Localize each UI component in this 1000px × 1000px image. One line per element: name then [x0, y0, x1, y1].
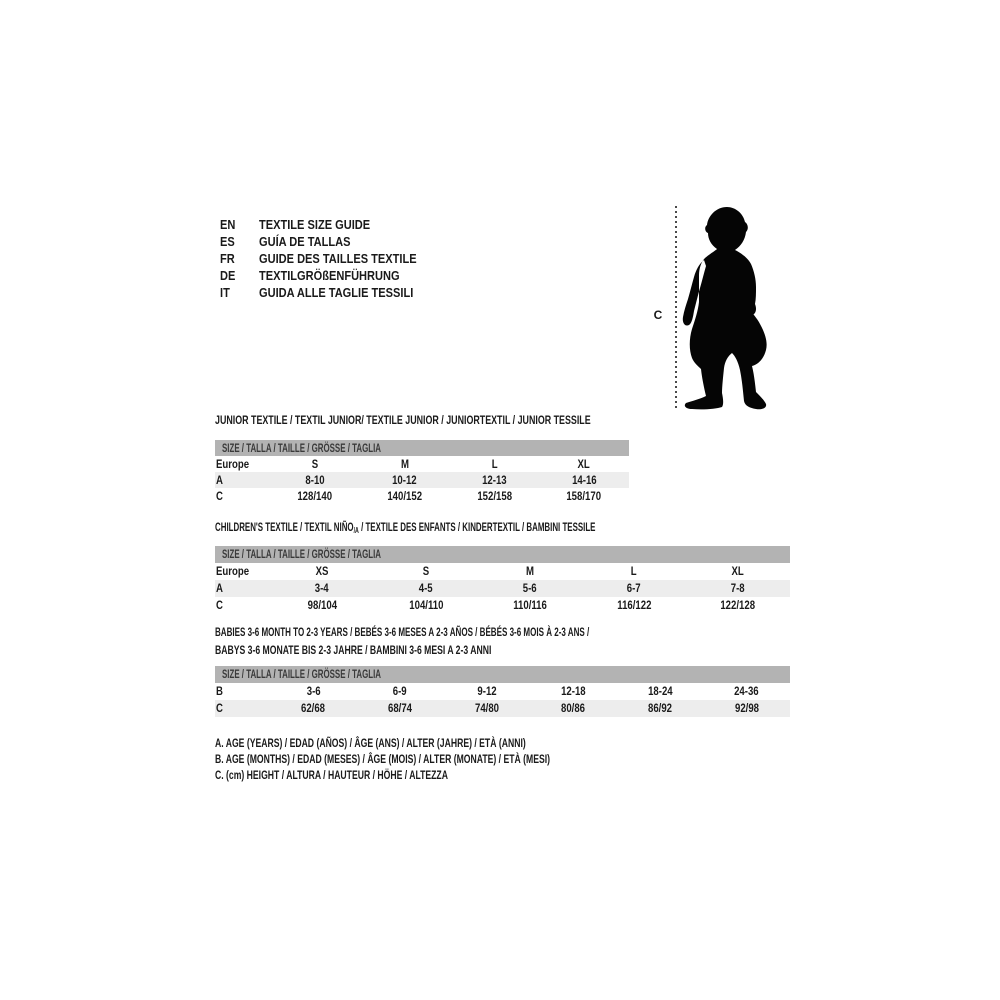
- table-cell: 62/68: [301, 701, 326, 715]
- region-label: Europe: [216, 457, 250, 471]
- region-label: Europe: [216, 564, 250, 578]
- language-title: TEXTILGRÖßENFÜHRUNG: [259, 268, 400, 283]
- table-cell: 14-16: [571, 473, 597, 487]
- size-header-label: SIZE / TALLA / TAILLE / GRÖSSE / TAGLIA: [222, 547, 381, 561]
- row-label: C: [216, 598, 223, 612]
- table-cell: 6-7: [627, 581, 641, 595]
- table-row-height: [215, 488, 629, 504]
- language-code: EN: [220, 217, 236, 232]
- size-col-header: XL: [577, 457, 591, 471]
- row-label: A: [216, 581, 223, 595]
- table-cell: 3-6: [306, 684, 321, 698]
- table-cell: 140/152: [387, 489, 422, 503]
- language-row: [0, 216, 500, 233]
- table-cell: 24-36: [734, 684, 759, 698]
- size-col-header: S: [311, 457, 319, 471]
- table-cell: 10-12: [392, 473, 417, 487]
- language-row: [0, 284, 500, 301]
- babies-section-title-line2: [215, 641, 599, 659]
- junior-section-title-text: JUNIOR TEXTILE / TEXTIL JUNIOR/ TEXTILE JUNIOR / JUNIORTEXTIL / JUNIOR TESSILE: [215, 413, 591, 427]
- size-col-header: XS: [315, 564, 329, 578]
- children-size-table: [215, 546, 790, 614]
- table-cell: 116/122: [616, 598, 652, 612]
- footnote-age-years: [215, 735, 647, 751]
- table-cell: 92/98: [734, 701, 759, 715]
- babies-size-table: [215, 666, 790, 717]
- height-measure-dotted-line: [675, 206, 677, 408]
- children-title-rest: / TEXTILE DES ENFANTS / KINDERTEXTIL / BAMBINI TESSILE: [358, 520, 596, 534]
- table-cell: 86/92: [648, 701, 673, 715]
- table-cell: 5-6: [523, 581, 537, 595]
- size-col-header: S: [422, 564, 430, 578]
- table-row-height: [215, 700, 790, 717]
- babies-section-title-line2-text: BABYS 3-6 MONATE BIS 2-3 JAHRE / BAMBINI 3-6 MESI A 2-3 ANNI: [215, 643, 492, 657]
- table-cell: 12-18: [561, 684, 586, 698]
- children-section-title: [215, 519, 791, 535]
- row-label: B: [216, 684, 223, 698]
- size-col-header: XL: [731, 564, 745, 578]
- language-list: [0, 216, 600, 306]
- table-cell: 122/128: [720, 598, 756, 612]
- table-cell: 98/104: [307, 598, 337, 612]
- size-col-header: L: [491, 457, 498, 471]
- language-title: GUIDE DES TAILLES TEXTILE: [259, 251, 417, 266]
- table-cell: 4-5: [419, 581, 433, 595]
- table-cell: 104/110: [408, 598, 444, 612]
- table-cell: 6-9: [393, 684, 407, 698]
- footnote-age-months: [215, 751, 680, 767]
- footnote-height-cm-text: C. (cm) HEIGHT / ALTURA / HAUTEUR / HÖHE / ALTEZZA: [215, 768, 448, 782]
- table-row-age: [215, 472, 629, 488]
- language-code: ES: [220, 234, 235, 249]
- size-col-header: M: [400, 457, 409, 471]
- table-header-row: [215, 456, 629, 472]
- size-col-header: L: [631, 564, 637, 578]
- table-cell: 12-13: [482, 473, 507, 487]
- language-code: FR: [220, 251, 235, 266]
- language-row: [0, 250, 500, 267]
- table-cell: 158/170: [566, 489, 602, 503]
- size-header-bar: [215, 440, 629, 456]
- table-header-row: [215, 563, 790, 580]
- table-cell: 152/158: [477, 489, 512, 503]
- babies-section-title-line1: [215, 623, 774, 641]
- row-label: C: [216, 701, 223, 715]
- height-measure-label: C: [653, 308, 663, 322]
- table-cell: 110/116: [513, 598, 547, 612]
- language-code: DE: [220, 268, 236, 283]
- language-title: TEXTILE SIZE GUIDE: [259, 217, 371, 232]
- table-row-age: [215, 580, 790, 597]
- language-title: GUIDA ALLE TAGLIE TESSILI: [259, 285, 414, 300]
- children-section-title-text: [215, 519, 595, 539]
- table-cell: 80/86: [561, 701, 586, 715]
- children-title-main: CHILDREN'S TEXTILE / TEXTIL NIÑO: [215, 520, 354, 534]
- language-row: [0, 233, 500, 250]
- footnote-height-cm: [215, 767, 539, 783]
- size-col-header: M: [526, 564, 534, 578]
- table-cell: 7-8: [731, 581, 745, 595]
- table-cell: 68/74: [387, 701, 413, 715]
- size-header-label: SIZE / TALLA / TAILLE / GRÖSSE / TAGLIA: [222, 667, 381, 681]
- table-cell: 3-4: [315, 581, 329, 595]
- table-row-months: [215, 683, 790, 700]
- junior-size-table: [215, 440, 629, 504]
- toddler-silhouette-icon: [678, 203, 778, 413]
- size-header-label: SIZE / TALLA / TAILLE / GRÖSSE / TAGLIA: [222, 441, 381, 455]
- footnote-age-months-text: B. AGE (MONTHS) / EDAD (MESES) / ÂGE (MOIS) / ALTER (MONATE) / ETÀ (MESI): [215, 752, 551, 766]
- table-cell: 18-24: [647, 684, 673, 698]
- language-title: GUÍA DE TALLAS: [259, 234, 351, 249]
- babies-section-title-line1-text: BABIES 3-6 MONTH TO 2-3 YEARS / BEBÉS 3-6 MESES A 2-3 AÑOS / BÉBÉS 3-6 MOIS À 2-3 ANS /: [215, 625, 590, 639]
- row-label: A: [216, 473, 223, 487]
- size-header-bar: [215, 546, 790, 563]
- table-row-height: [215, 597, 790, 614]
- language-row: [0, 267, 500, 284]
- table-cell: 9-12: [477, 684, 497, 698]
- size-header-bar: [215, 666, 790, 683]
- table-cell: 74/80: [474, 701, 499, 715]
- table-cell: 8-10: [305, 473, 325, 487]
- table-cell: 128/140: [297, 489, 333, 503]
- junior-section-title: [215, 412, 723, 428]
- row-label: C: [216, 489, 223, 503]
- footnote-age-years-text: A. AGE (YEARS) / EDAD (AÑOS) / ÂGE (ANS) / ALTER (JAHRE) / ETÀ (ANNI): [215, 736, 526, 750]
- children-title-subscript: /A: [353, 526, 359, 535]
- language-code: IT: [220, 285, 230, 300]
